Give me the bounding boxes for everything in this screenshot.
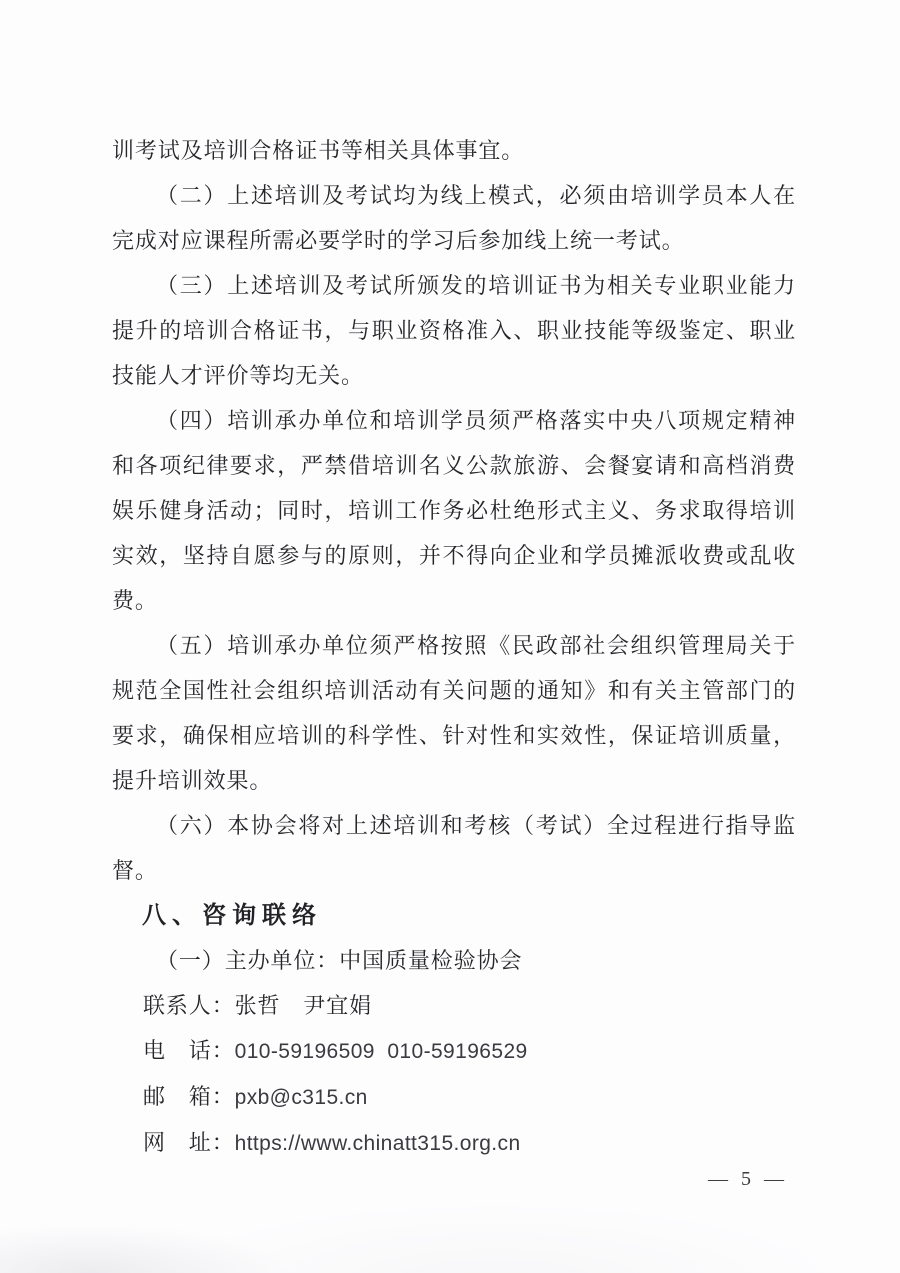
email-label: 邮 箱： [143, 1084, 235, 1109]
paragraph-item-3: （三）上述培训及考试所颁发的培训证书为相关专业职业能力提升的培训合格证书，与职业资格准入、职业技能等级鉴定、职业技能人才评价等均无关。 [112, 273, 796, 388]
paragraph-item-4: （四）培训承办单位和培训学员须严格落实中央八项规定精神和各项纪律要求，严禁借培训名义公款旅游、会餐宴请和高档消费娱乐健身活动；同时，培训工作务必杜绝形式主义、务求取得培训实效，坚持自愿参与的原则，并不得向企业和学员摊派收费或乱收费。 [112, 408, 796, 613]
phone-line [143, 1028, 796, 1074]
email-value: pxb@c315.cn [234, 1086, 368, 1109]
document-content [112, 128, 796, 1166]
website-label: 网 址： [143, 1130, 235, 1155]
contact-person-value: 张哲 尹宜娟 [234, 993, 373, 1018]
phone-value: 010-59196509 010-59196529 [234, 1040, 528, 1063]
website-line [143, 1120, 796, 1166]
email-line [143, 1074, 796, 1120]
page-number: — 5 — [708, 1168, 788, 1190]
paragraph-item-2: （二）上述培训及考试均为线上模式，必须由培训学员本人在完成对应课程所需必要学时的学习后参加线上统一考试。 [112, 183, 796, 253]
organizer-line: （一）主办单位：中国质量检验协会 [156, 948, 523, 973]
phone-label: 电 话： [143, 1038, 235, 1063]
paragraph-continuation: 训考试及培训合格证书等相关具体事宜。 [112, 138, 525, 163]
contact-person-label: 联系人： [143, 993, 235, 1018]
paragraph-item-5: （五）培训承办单位须严格按照《民政部社会组织管理局关于规范全国性社会组织培训活动有关问题的通知》和有关主管部门的要求，确保相应培训的科学性、针对性和实效性，保证培训质量，提升培训效果。 [112, 633, 796, 793]
paragraph-item-6: （六）本协会将对上述培训和考核（考试）全过程进行指导监督。 [112, 813, 796, 883]
website-value: https://www.chinatt315.org.cn [234, 1132, 521, 1155]
section-heading-consultation: 八、咨询联络 [142, 902, 322, 929]
contact-person-line [143, 983, 796, 1028]
